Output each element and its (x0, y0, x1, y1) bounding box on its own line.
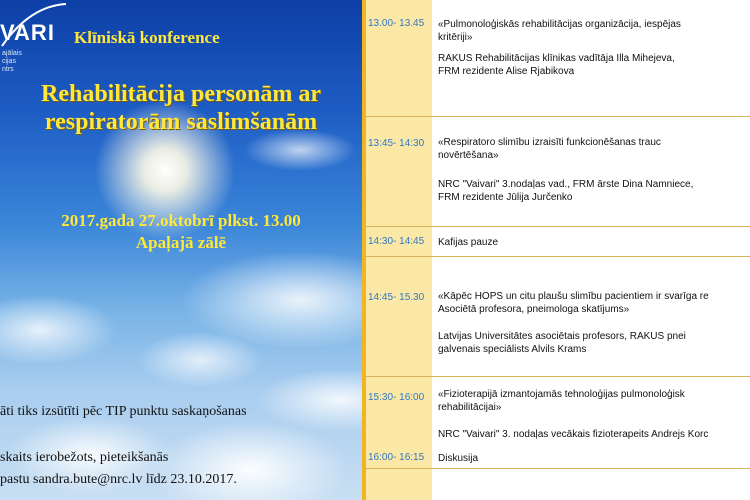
schedule-item: Diskusija (438, 453, 479, 464)
logo-subtext: ajālais cijas ntrs (2, 50, 22, 73)
conference-subtitle: Klīniskā konference (74, 28, 220, 47)
registration-note: skaits ierobežots, pieteikšanās (0, 450, 169, 465)
time-column (366, 0, 432, 500)
schedule-item: «Kāpēc HOPS un citu plaušu slimību pacientiem ir svarīga re Asociētā profesora, pneimologa skatījums» Latvijas Universitātes asociētais profesors, RAKUS pnei galvenais speciālists Alvils Krams (438, 291, 709, 355)
schedule-item: «Pulmonoloģiskās rehabilitācijas organizācija, iespējas kritēriji» RAKUS Rehabilitācijas klīnikas vadītāja Illa Mihejeva, FRM rezidente Alise Rjabikova (438, 19, 681, 77)
vaivari-logo (0, 0, 70, 78)
registration-email-note: pastu sandra.bute@nrc.lv līdz 23.10.2017. (0, 472, 237, 487)
logo-text: VARI (0, 20, 55, 45)
row-divider (366, 256, 750, 257)
row-divider (366, 116, 750, 117)
schedule-time: 15:30- 16:00 (368, 392, 425, 403)
conference-title: Rehabilitācija personām ar respiratorām saslimšanām (41, 81, 321, 135)
poster-background (0, 0, 362, 500)
schedule-item: Kafijas pauze (438, 237, 499, 248)
certificate-note: āti tiks izsūtīti pēc TIP punktu saskaņošanas (0, 404, 247, 419)
schedule-item: «Respiratoro slimību izraisīti funkcionēšanas trauc novērtēšana» NRC "Vaivari" 3.nodaļas vad., FRM ārste Dina Namniece, FRM rezidente Jūlija Jurčenko (438, 137, 694, 203)
row-divider (366, 226, 750, 227)
schedule-time: 14:45- 15.30 (368, 292, 425, 303)
row-divider (366, 468, 750, 469)
schedule-time: 16:00- 16:15 (368, 452, 425, 463)
schedule-time: 13.00- 13.45 (368, 18, 425, 29)
schedule-time: 14:30- 14:45 (368, 236, 425, 247)
schedule-time: 13:45- 14:30 (368, 138, 425, 149)
schedule-item: «Fizioterapijā izmantojamās tehnoloģijas pulmonoloģisk rehabilitācijai» NRC "Vaivari" 3. nodaļas vecākais fizioterapeits Andrejs Korc (438, 389, 709, 440)
date-venue: 2017.gada 27.oktobrī plkst. 13.00 Apaļajā zālē (61, 211, 301, 252)
row-divider (366, 376, 750, 377)
